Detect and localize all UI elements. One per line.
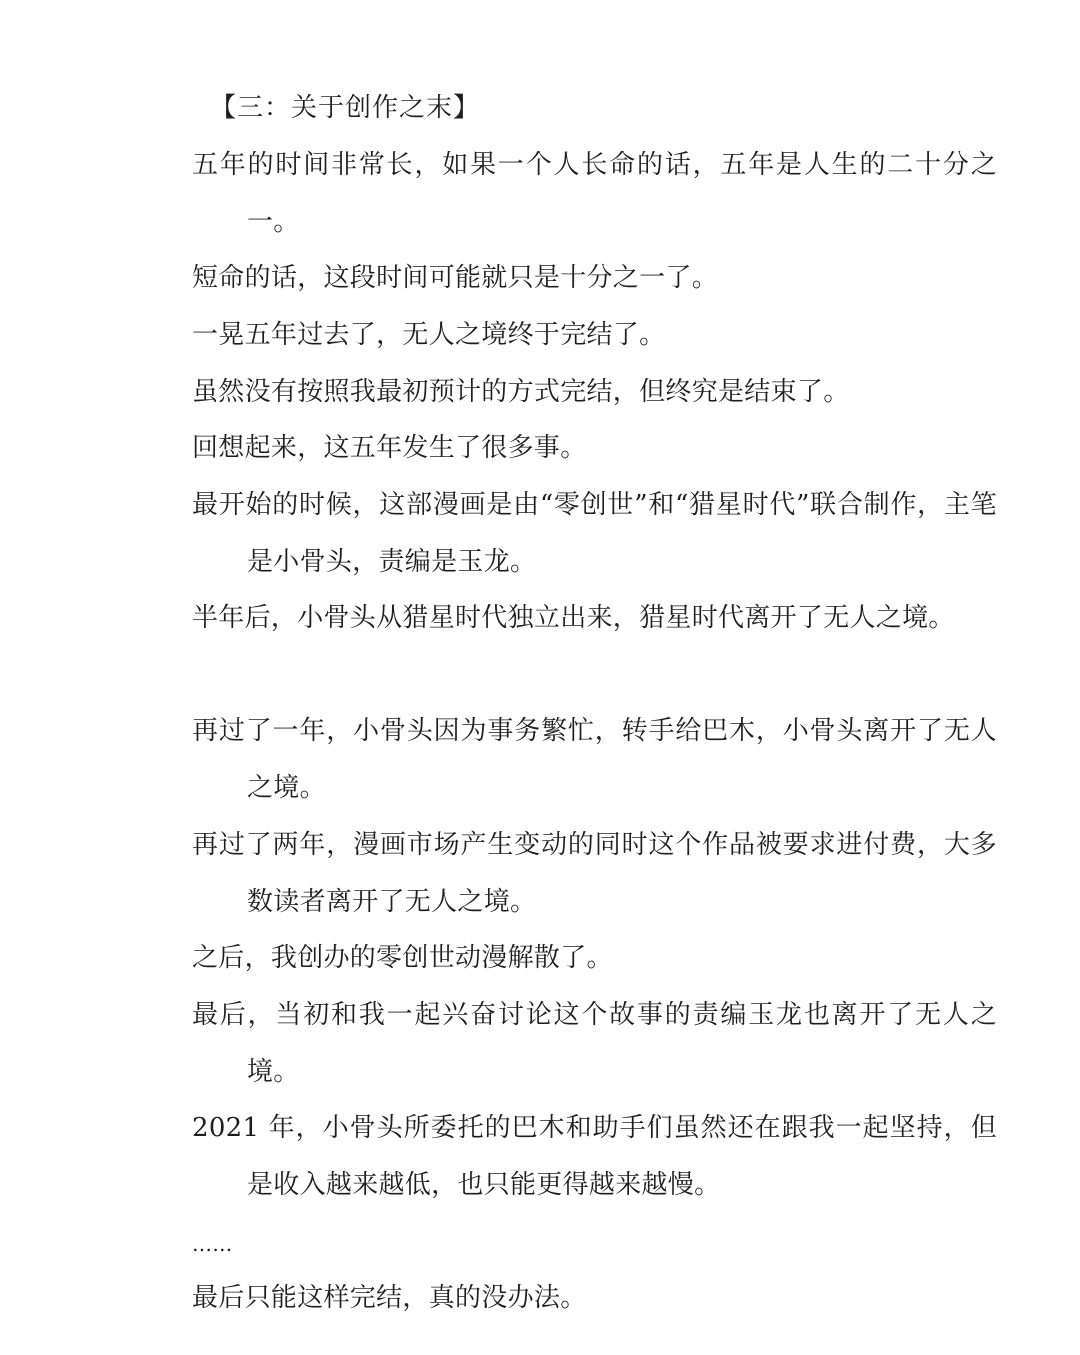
section-heading: 【三：关于创作之末】 <box>210 93 481 123</box>
paragraph: 回想起来，这五年发生了很多事。 <box>192 433 587 463</box>
ellipsis: …… <box>192 1232 233 1256</box>
paragraph: 最开始的时候，这部漫画是由“零创世”和“猎星时代”联合制作，主笔是小骨头，责编是玉龙。 <box>192 490 997 577</box>
paragraph: 五年的时间非常长，如果一个人长命的话，五年是人生的二十分之一。 <box>192 150 997 237</box>
paragraph: 之后，我创办的零创世动漫解散了。 <box>192 943 613 973</box>
paragraph: 再过了两年，漫画市场产生变动的同时这个作品被要求进付费，大多数读者离开了无人之境。 <box>192 830 997 917</box>
paragraph: 短命的话，这段时间可能就只是十分之一了。 <box>192 263 719 293</box>
paragraph: 最后，当初和我一起兴奋讨论这个故事的责编玉龙也离开了无人之境。 <box>192 1000 997 1087</box>
paragraph: 虽然没有按照我最初预计的方式完结，但终究是结束了。 <box>192 377 850 407</box>
paragraph: 2021 年，小骨头所委托的巴木和助手们虽然还在跟我一起坚持，但是收入越来越低，也只能更得越来越慢。 <box>192 1113 997 1200</box>
paragraph: 半年后，小骨头从猎星时代独立出来，猎星时代离开了无人之境。 <box>192 603 955 633</box>
paragraph: 一晃五年过去了，无人之境终于完结了。 <box>192 320 666 350</box>
paragraph: 最后只能这样完结，真的没办法。 <box>192 1283 587 1313</box>
paragraph: 再过了一年，小骨头因为事务繁忙，转手给巴木，小骨头离开了无人之境。 <box>192 716 997 803</box>
